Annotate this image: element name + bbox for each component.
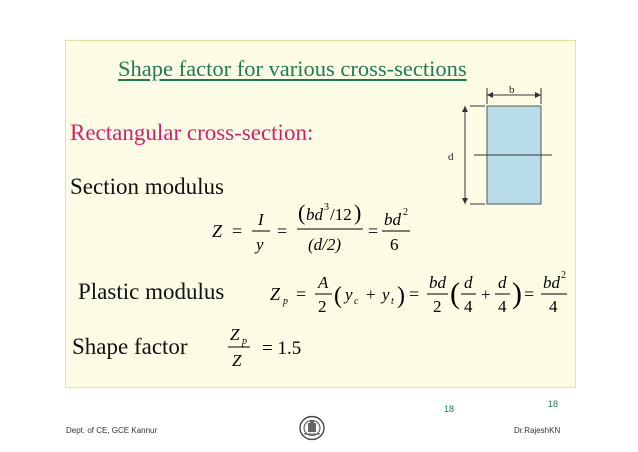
eq-plus: + (366, 285, 376, 304)
section-modulus-label: Section modulus (70, 174, 224, 199)
footer-author: Dr.RajeshKN (514, 426, 561, 435)
cross-section-diagram (440, 80, 560, 210)
slide-title: Shape factor for various cross-sections (118, 56, 467, 81)
eq-z: Z (232, 351, 242, 370)
page-number-inner: 18 (444, 404, 455, 414)
eq-bd: bd (429, 273, 446, 292)
eq-d: d (464, 273, 473, 292)
plastic-modulus-equation (262, 266, 572, 326)
eq-exponent: 2 (403, 207, 408, 218)
rectangular-subheading: Rectangular cross-section: (70, 120, 314, 145)
eq-z: Z (212, 221, 223, 241)
eq-equals: = (277, 221, 288, 241)
eq-equals: = (368, 221, 379, 241)
eq-a: A (318, 273, 329, 292)
eq-y: y (256, 235, 264, 254)
plastic-modulus-label: Plastic modulus (78, 279, 225, 304)
eq-z: Z (270, 284, 281, 304)
eq-four: 4 (464, 297, 473, 316)
shape-factor-equation (224, 320, 334, 380)
college-logo-icon (298, 415, 326, 441)
eq-y: y (382, 285, 390, 304)
eq-over-12: /12 (330, 205, 352, 224)
page-number-outer: 18 (548, 399, 559, 409)
eq-two: 2 (433, 297, 442, 316)
eq-equals: = (296, 284, 307, 304)
eq-paren: ) (512, 277, 522, 310)
eq-bd: bd (543, 273, 560, 292)
eq-paren: ( (450, 277, 460, 310)
eq-four: 4 (498, 297, 507, 316)
eq-exponent: 2 (561, 270, 566, 281)
eq-exponent: 3 (324, 202, 329, 213)
eq-paren: ( (334, 283, 342, 309)
eq-equals: = (232, 221, 243, 241)
eq-equals: = (409, 284, 420, 304)
eq-plus: + (481, 285, 491, 304)
eq-bd: bd (306, 205, 323, 224)
width-label: b (509, 84, 515, 96)
eq-d: d (498, 273, 507, 292)
eq-subscript: p (283, 296, 288, 307)
shape-factor-label: Shape factor (72, 334, 188, 359)
eq-d-over-2: (d/2) (308, 235, 342, 254)
eq-subscript: t (391, 296, 394, 307)
eq-bd: bd (384, 210, 401, 229)
depth-label: d (448, 151, 454, 163)
eq-paren: ) (397, 283, 405, 309)
eq-subscript: c (354, 296, 359, 307)
eq-z: Z (230, 325, 240, 344)
footer-department: Dept. of CE, GCE Kannur (66, 426, 158, 435)
eq-four: 4 (549, 297, 558, 316)
eq-subscript: p (242, 336, 247, 347)
eq-paren: ) (354, 200, 362, 225)
eq-paren: ( (298, 200, 306, 225)
eq-equals: = (524, 284, 535, 304)
eq-i: I (258, 210, 264, 229)
eq-six: 6 (390, 235, 399, 254)
eq-two: 2 (318, 297, 327, 316)
section-modulus-equation (200, 196, 410, 266)
eq-y: y (345, 285, 353, 304)
eq-result: = 1.5 (262, 338, 302, 359)
